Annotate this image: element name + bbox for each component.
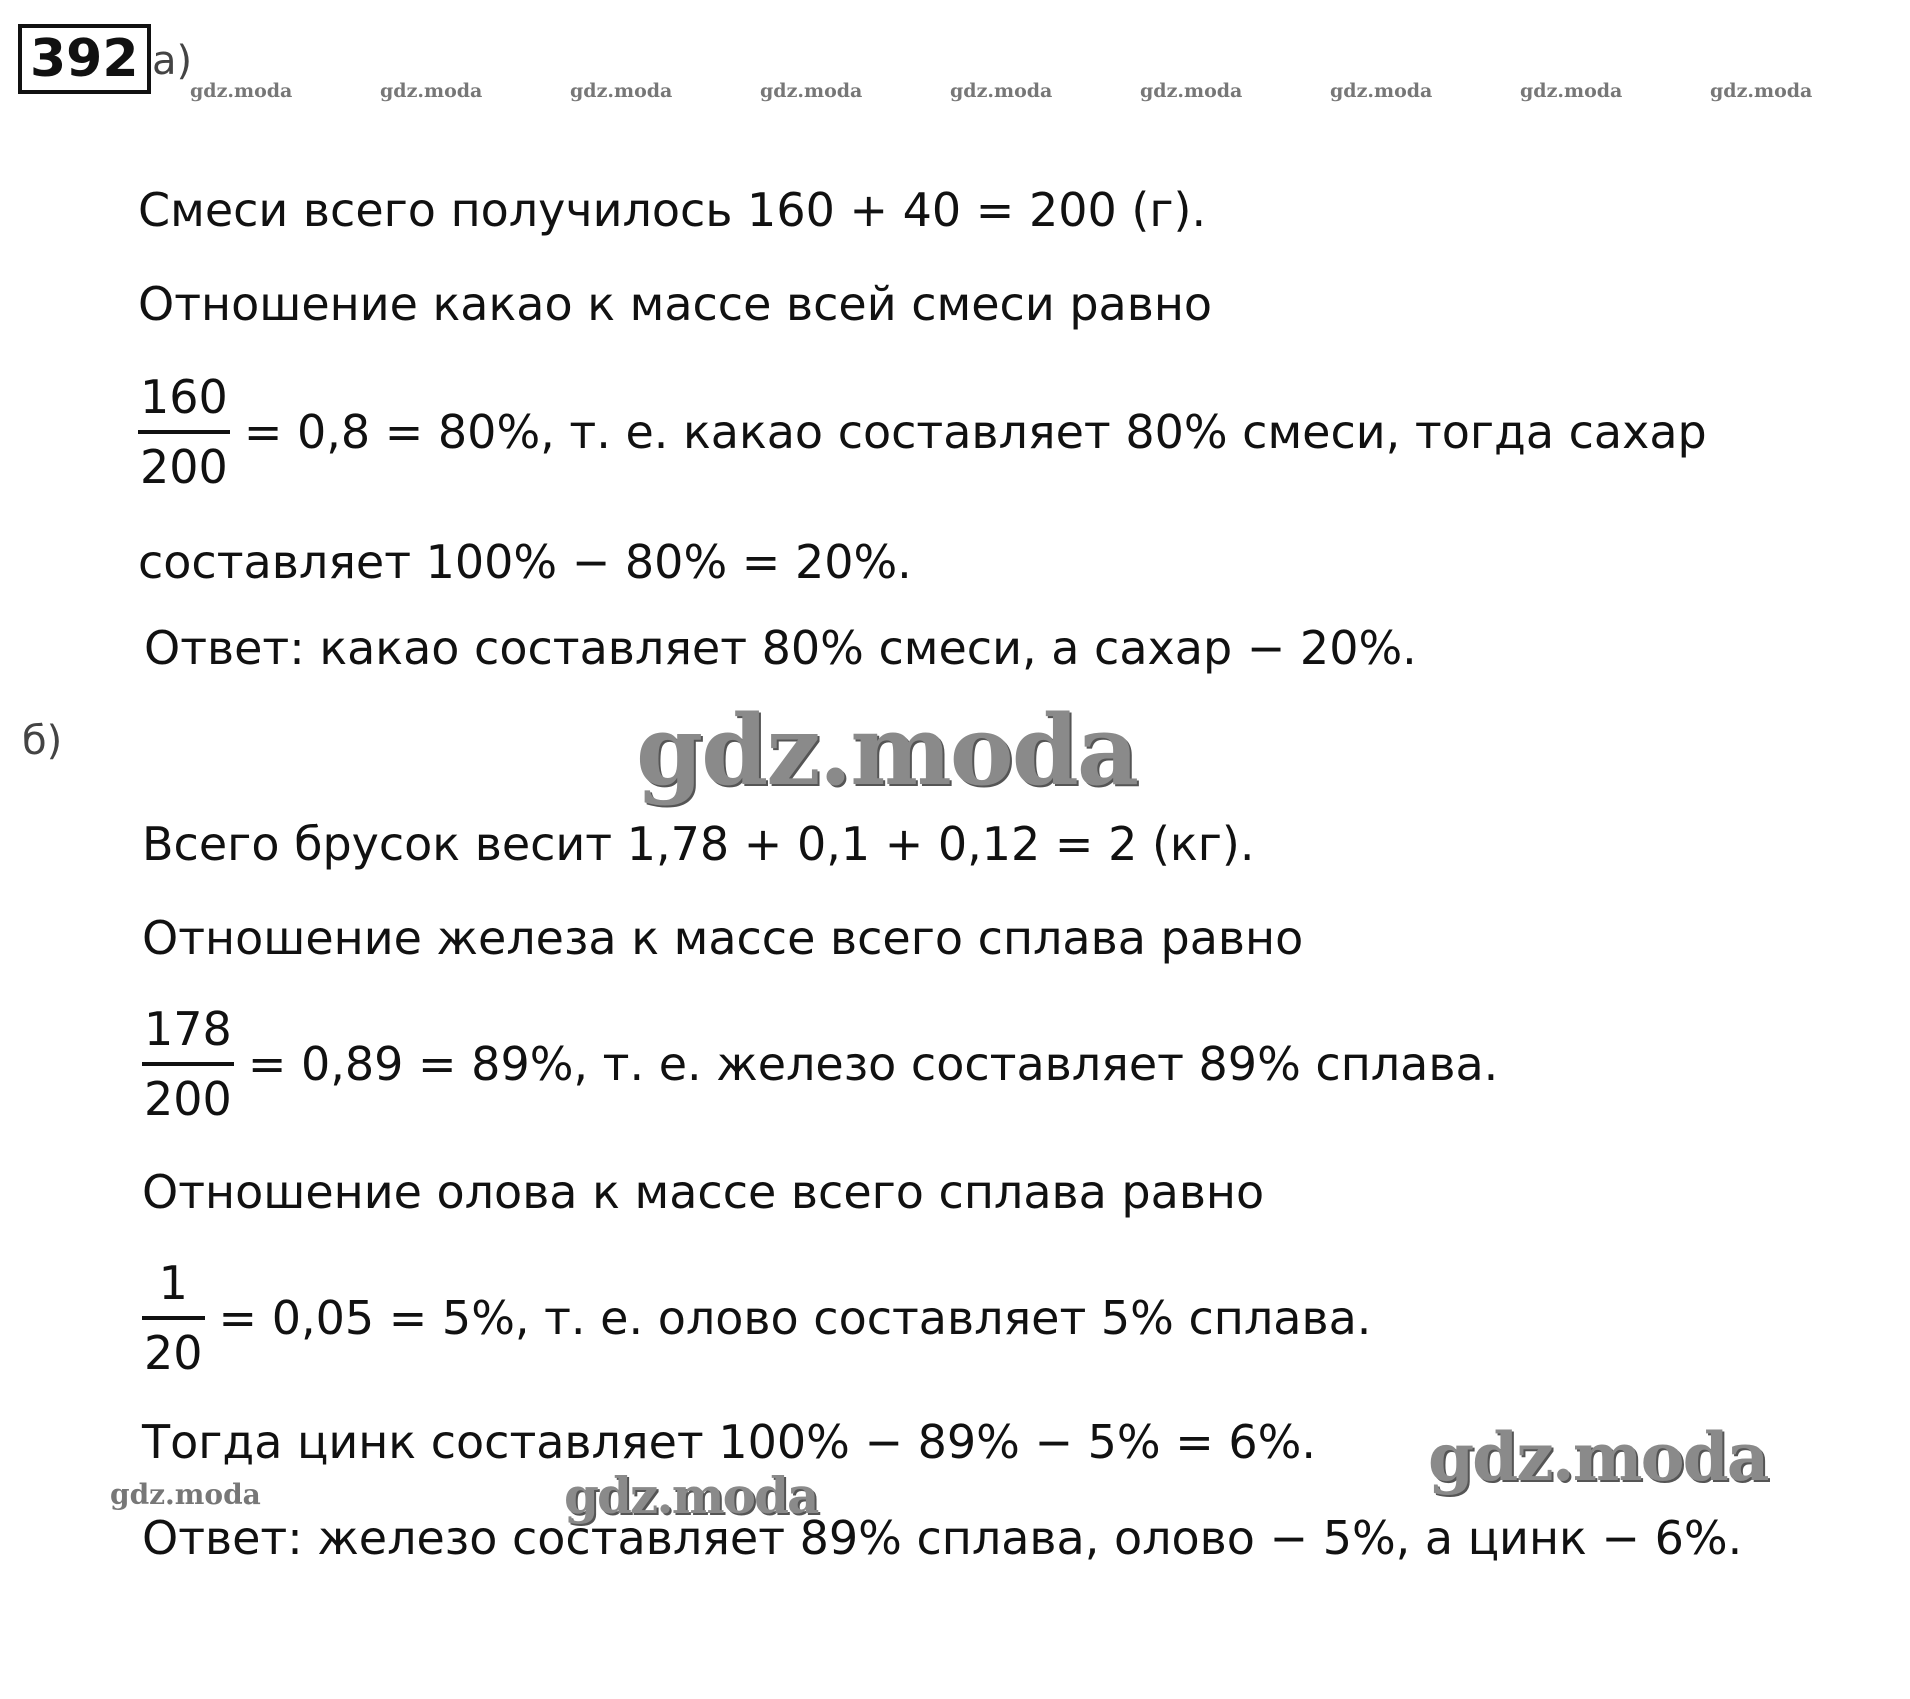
fraction-denominator: 20 — [144, 1326, 203, 1380]
part-b-line-tin: Отношение олова к массе всего сплава равно — [142, 1165, 1265, 1219]
fraction — [138, 364, 230, 500]
watermark-large: gdz.moda — [1428, 1418, 1768, 1496]
fraction — [142, 996, 234, 1132]
part-a-fraction-text: = 0,8 = 80%, т. е. какао составляет 80% смеси, тогда сахар — [243, 405, 1707, 459]
watermark: gdz.moda — [110, 1478, 261, 1511]
part-a-line-sugar: составляет 100% − 80% = 20%. — [138, 535, 912, 589]
part-a-label: а) — [152, 38, 193, 84]
watermark: gdz.moda — [1710, 80, 1813, 102]
fraction-numerator: 1 — [158, 1256, 188, 1310]
watermark-large: gdz.moda — [636, 694, 1138, 807]
watermark: gdz.moda — [1520, 80, 1623, 102]
watermark: gdz.moda — [380, 80, 483, 102]
problem-number: 392 — [18, 24, 151, 94]
part-b-answer: Ответ: железо составляет 89% сплава, олово − 5%, а цинк − 6%. — [142, 1511, 1743, 1565]
part-a-answer: Ответ: какао составляет 80% смеси, а сахар − 20%. — [144, 621, 1417, 675]
watermark: gdz.moda — [1330, 80, 1433, 102]
fraction-denominator: 200 — [140, 440, 228, 494]
fraction-numerator: 160 — [140, 370, 228, 424]
part-b-label: б) — [22, 718, 63, 764]
watermark: gdz.moda — [950, 80, 1053, 102]
part-b-line-iron: Отношение железа к массе всего сплава равно — [142, 911, 1304, 965]
watermark: gdz.moda — [190, 80, 293, 102]
part-a-line-total: Смеси всего получилось 160 + 40 = 200 (г). — [138, 183, 1207, 237]
fraction-numerator: 178 — [144, 1002, 232, 1056]
watermark: gdz.moda — [1140, 80, 1243, 102]
part-b-fraction-iron-line — [142, 996, 1498, 1132]
watermark-large: gdz.moda — [564, 1466, 818, 1525]
part-b-line-total: Всего брусок весит 1,78 + 0,1 + 0,12 = 2 (кг). — [142, 817, 1255, 871]
part-b-fraction-iron-text: = 0,89 = 89%, т. е. железо составляет 89% сплава. — [247, 1037, 1499, 1091]
part-b-line-zinc: Тогда цинк составляет 100% − 89% − 5% = 6%. — [142, 1415, 1317, 1469]
fraction — [142, 1250, 205, 1386]
part-b-fraction-tin-text: = 0,05 = 5%, т. е. олово составляет 5% сплава. — [218, 1291, 1372, 1345]
part-a-fraction-line — [138, 364, 1707, 500]
part-b-fraction-tin-line — [142, 1250, 1371, 1386]
watermark-row — [190, 80, 1900, 102]
part-a-line-ratio: Отношение какао к массе всей смеси равно — [138, 277, 1213, 331]
fraction-denominator: 200 — [144, 1072, 232, 1126]
watermark: gdz.moda — [570, 80, 673, 102]
watermark: gdz.moda — [760, 80, 863, 102]
